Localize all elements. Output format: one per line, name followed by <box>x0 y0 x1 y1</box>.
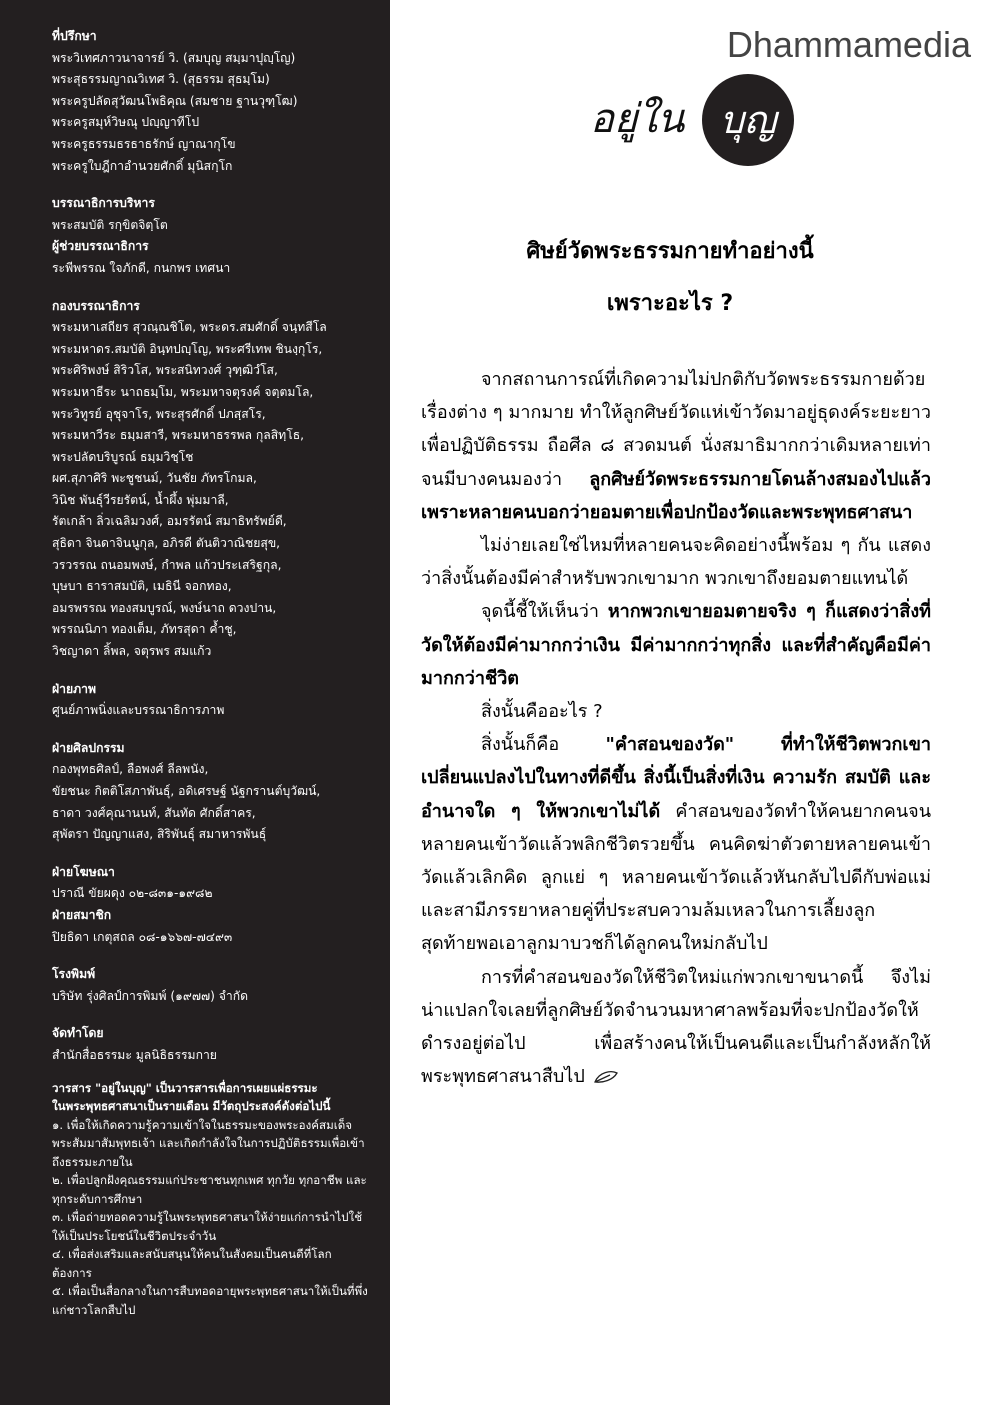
section-heading: จัดทำโดย <box>52 1026 104 1041</box>
staff-line: ธาดา วงศ์คุณานนท์, สันทัด ศักดิ์สาคร, <box>52 805 256 820</box>
section-heading: ที่ปรึกษา <box>52 29 97 43</box>
title-line: เพราะอะไร ? <box>606 291 734 316</box>
staff-line: ผศ.สุภาศิริ พะชูชนม์, วันชัย ภัทรโกมล, <box>52 471 257 486</box>
advisors-section <box>52 26 370 177</box>
staff-line: พระมหาเสถียร สุวณฺณชิโต, พระดร.สมศักดิ์ จนฺทสีโล <box>52 320 327 335</box>
ad-membership-section <box>52 862 370 948</box>
printing-section <box>52 964 370 1007</box>
text-run: จากสถานการณ์ที่เกิดความไม่ปกติกับวัดพระธรรมกายด้วยเรื่องต่าง ๆ มากมาย ทำให้ลูกศิษย์วัดแห่เข้าวัดมาอยู่ธุดงค์ระยะยาว เพื่อปฏิบัติธรรม ถือศีล ๘ สวดมนต์ นั่งสมาธิมากกว่าเดิมหลายเท่า จนมีบางคนมองว่า <box>421 369 931 490</box>
staff-line: อมรพรรณ ทองสมบูรณ์, พงษ์นาถ ดวงปาน, <box>52 600 277 615</box>
staff-line: สำนักสื่อธรรมะ มูลนิธิธรรมกาย <box>52 1047 217 1062</box>
staff-line: รัตเกล้า ลิ่วเฉลิมวงศ์, อมรรัตน์ สมาธิทรัพย์ดี, <box>52 514 287 529</box>
paragraph: ไม่ง่ายเลยใช่ไหมที่หลายคนจะคิดอย่างนี้พร้อม ๆ กัน แสดงว่าสิ่งนั้นต้องมีค่าสำหรับพวกเขามาก พวกเขาถึงยอมตายแทนได้ <box>421 535 931 590</box>
staff-line: ขัยชนะ กิตติโสภาพันธุ์, อดิเศรษฐ์ นัฐกรานต์บุวัฒน์, <box>52 784 321 798</box>
staff-line: พระสมบัติ รกฺขิตจิตฺโต <box>52 217 168 232</box>
editors-section <box>52 193 370 279</box>
main-column <box>390 0 1000 1405</box>
leaf-end-icon <box>593 1070 619 1084</box>
staff-line: พระวิทูรย์ อุชุจาโร, พระสุรศักดิ์ ปภสฺสโร, <box>52 406 266 421</box>
section-heading: โรงพิมพ์ <box>52 967 96 982</box>
staff-line: พระมหาวีระ ธมฺมสารี, พระมหาธรรพล กุลสิทฺโธ, <box>52 428 305 443</box>
staff-line: ระพีพรรณ ใจภักดี, กนกพร เทศนา <box>52 260 231 275</box>
bold-text: หากพวกเขายอมตายจริง ๆ ก็แสดงว่าสิ่งที่วัดให้ต้องมีค่ามากกว่าเงิน มีค่ามากกว่าทุกสิ่ง และที่สำคัญคือมีค่ามากกว่าชีวิต <box>421 601 931 689</box>
section-heading: ฝ่ายโฆษณา <box>52 864 115 879</box>
staff-line: พระมหาธีระ นาถธมฺโม, พระมหาจตุรงค์ จตฺตมโล, <box>52 384 314 399</box>
staff-line: พระครูสมุห์วิษณุ ปญฺญาทีโป <box>52 115 200 130</box>
staff-line: พระวิเทศภาวนาจารย์ วิ. (สมบุญ สมฺมาปุญฺโญ) <box>52 50 296 65</box>
section-heading: ฝ่ายศิลปกรรม <box>52 740 125 755</box>
staff-line: พรรณนิภา ทองเต็ม, ภัทรสุดา ค้ำชู, <box>52 622 237 637</box>
staff-line: พระสุธรรมญาณวิเทศ วิ. (สุธรรม สุธมฺโม) <box>52 72 270 87</box>
text-run: จุดนี้ชี้ให้เห็นว่า <box>481 601 608 623</box>
text-run: การที่คำสอนของวัดให้ชีวิตใหม่แก่พวกเขาขนาดนี้ จึงไม่น่าแปลกใจเลยที่ลูกศิษย์วัดจำนวนมหาศาลพร้อมที่จะปกป้องวัดให้ดำรงอยู่ต่อไป เพื่อสร้างคนให้เป็นคนดีและเป็นกำลังหลักให้พระพุทธศาสนาสืบไป <box>421 966 931 1088</box>
logo-text-left: อยู่ใน <box>590 96 685 142</box>
staff-line: พระครูปลัดสุวัฒนโพธิคุณ (สมชาย ฐานวุฑฺโฒ) <box>52 93 298 108</box>
editorial-board-section <box>52 296 370 663</box>
staff-line: วิชญาดา ลิ้พล, จตุรพร สมแก้ว <box>52 644 212 659</box>
staff-line: พระปลัดบริบูรณ์ ธมฺมวิชฺโช <box>52 449 194 464</box>
mission-objective: ๓. เพื่อถ่ายทอดความรู้ในพระพุทธศาสนาให้ง่ายแก่การนำไปใช้ให้เป็นประโยชน์ในชีวิตประจำวัน <box>52 1210 363 1243</box>
staff-line: พระครูใบฎีกาอำนวยศักดิ์ มุนิสกฺโก <box>52 158 233 173</box>
produced-by-section <box>52 1023 370 1066</box>
section-heading: กองบรรณาธิการ <box>52 298 140 313</box>
staff-line: ปิยธิดา เกตุสถล ๐๘-๑๖๖๗-๗๔๙๓ <box>52 929 233 944</box>
staff-line: บริษัท รุ่งศิลป์การพิมพ์ (๑๙๗๗) จำกัด <box>52 988 249 1003</box>
staff-line: วินิช พันธุ์วีรยรัตน์, น้ำผึ้ง พุ่มมาลี, <box>52 492 229 507</box>
mission-objective: ๕. เพื่อเป็นสื่อกลางในการสืบทอดอายุพระพุทธศาสนาให้เป็นที่พึ่งแก่ชาวโลกสืบไป <box>52 1284 368 1317</box>
bold-text: ลูกศิษย์วัดพระธรรมกายโดนล้างสมองไปแล้ว เพราะหลายคนบอกว่ายอมตายเพื่อปกป้องวัดและพระพุทธศาสนา <box>421 468 931 523</box>
staff-line: ปราณี ขัยผดุง ๐๒-๘๓๑-๑๙๘๒ <box>52 886 213 901</box>
section-heading: บรรณาธิการบริหาร <box>52 196 155 211</box>
staff-line: สุธิดา จินดาจินนูกุล, อภิรดี ตันติวาณิชยสุข, <box>52 536 281 551</box>
paragraph: สิ่งนั้นคืออะไร ? <box>481 701 603 723</box>
brand-name: Dhammamedia <box>726 24 971 65</box>
mission-heading: ในพระพุทธศาสนาเป็นรายเดือน มีวัตถุประสงค์ดังต่อไปนี้ <box>52 1099 331 1114</box>
section-heading: ฝ่ายสมาชิก <box>52 907 112 922</box>
paragraph <box>421 961 931 1094</box>
mission-objective: ๔. เพื่อส่งเสริมและสนับสนุนให้คนในสังคมเป็นคนดีที่โลกต้องการ <box>52 1247 332 1280</box>
staff-line: พระมหาดร.สมบัติ อินฺทปญฺโญ, พระศรีเทพ ชินงฺกุโร, <box>52 341 323 356</box>
text-run: สิ่งนั้นก็คือ <box>481 734 606 756</box>
staff-line: บุษบา ธาราสมบัติ, เมธินี จอกทอง, <box>52 579 232 594</box>
article-body <box>421 363 931 1093</box>
mission-objective: ๑. เพื่อให้เกิดความรู้ความเข้าใจในธรรมะของพระองค์สมเด็จพระสัมมาสัมพุทธเจ้า และเกิดกำลังใจในการปฏิบัติธรรมเพื่อเข้าถึงธรรมะภายใน <box>52 1117 365 1169</box>
mission-section <box>52 1079 370 1320</box>
staff-line: พระครูธรรมธรธาธรักษ์ ญาณากุโข <box>52 136 236 151</box>
logo-text-circle: บุญ <box>719 98 777 142</box>
art-section <box>52 738 370 846</box>
paragraph <box>421 728 931 960</box>
staff-sidebar <box>0 0 390 1405</box>
title-line: ศิษย์วัดพระธรรมกายทำอย่างนี้ <box>526 239 814 264</box>
staff-line: สุพัตรา ปัญญาแสง, สิริพันธุ์ สมาหารพันธุ์ <box>52 827 267 842</box>
text-run: คำสอนของวัดทำให้คนยากคนจนหลายคนเข้าวัดแล้วพลิกชีวิตรวยขึ้น คนคิดฆ่าตัวตายหลายคนเข้าวัดแล้วเลิกคิด ลูกแย่ ๆ หลายคนเข้าวัดแล้วหันกลับไปดีกับพ่อแม่ และสามีภรรยาหลายคู่ที่ประสบความล้มเหลวในการเลี้ยงลูก สุดท้ายพอเอาลูกมาบวชก็ได้ลูกคนใหม่กลับไป <box>421 800 931 955</box>
staff-line: ศูนย์ภาพนิ่งและบรรณาธิการภาพ <box>52 703 225 718</box>
bold-text: "คำสอนของวัด" ที่ทำให้ชีวิตพวกเขาเปลี่ยนแปลงไปในทางที่ดีขึ้น สิ่งนี้เป็นสิ่งที่เงิน ความรัก สมบัติ และอำนาจใด ๆ ให้พวกเขาไม่ได้ <box>421 734 931 822</box>
photo-section <box>52 679 370 722</box>
paragraph <box>421 363 931 529</box>
article-title <box>440 226 900 330</box>
paragraph <box>421 595 931 695</box>
staff-line: พระศิริพงษ์ สิริวโส, พระสนิทวงศ์ วุฑฺฒิวํโส, <box>52 363 278 378</box>
staff-line: วรวรรณ ถนอมพงษ์, กำพล แก้วประเสริฐกุล, <box>52 557 282 572</box>
section-heading: ฝ่ายภาพ <box>52 681 97 696</box>
section-heading: ผู้ช่วยบรรณาธิการ <box>52 239 149 254</box>
staff-line: กองพุทธศิลป์, ลือพงศ์ ลีลพนัง, <box>52 762 209 777</box>
magazine-logo <box>588 70 808 170</box>
mission-heading: วารสาร "อยู่ในบุญ" เป็นวารสารเพื่อการเผยแผ่ธรรมะ <box>52 1080 318 1095</box>
mission-objective: ๒. เพื่อปลูกฝังคุณธรรมแก่ประชาชนทุกเพศ ทุกวัย ทุกอาชีพ และทุกระดับการศึกษา <box>52 1173 367 1206</box>
